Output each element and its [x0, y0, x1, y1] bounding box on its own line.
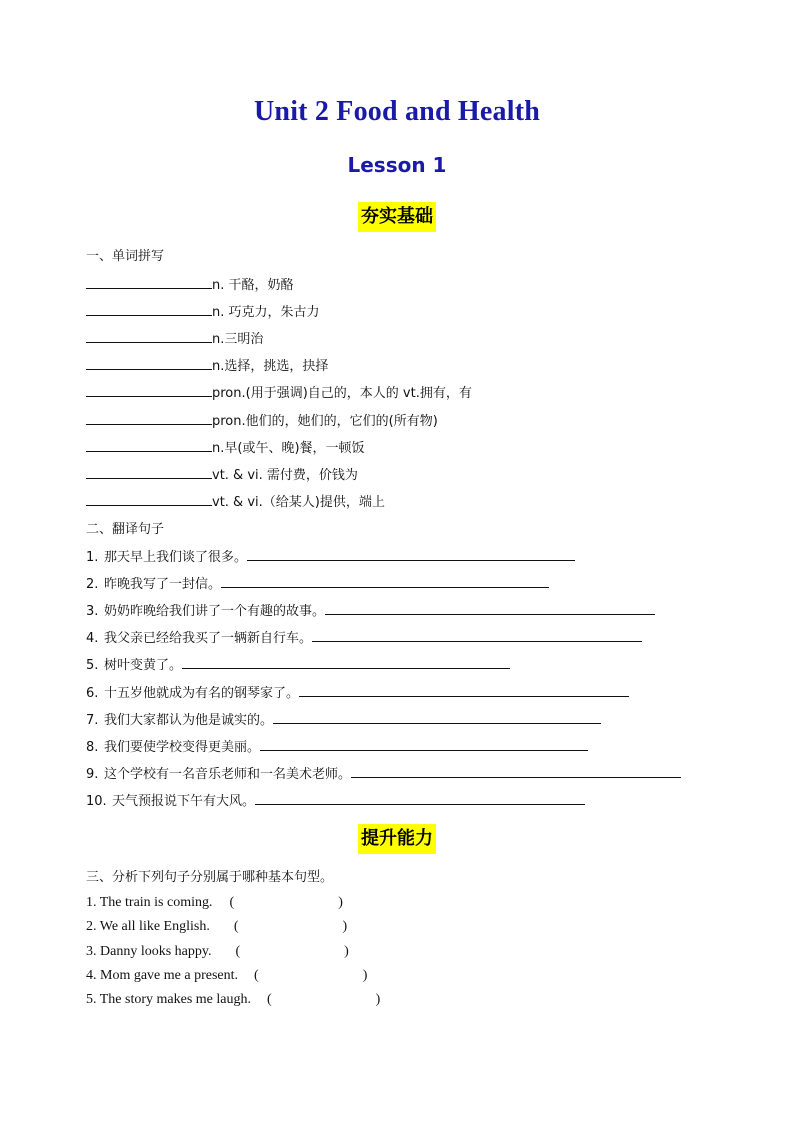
vocab-definition: pron.他们的，她们的，它们的(所有物): [212, 414, 438, 429]
translation-prompt: 天气预报说下午有大风。: [112, 794, 256, 809]
translation-item: [86, 684, 629, 703]
vocab-item: [86, 384, 472, 403]
sentence-text: Mom gave me a present.: [100, 968, 239, 983]
vocab-item: [86, 412, 438, 431]
translation-prompt: 这个学校有一名音乐老师和一名美术老师。: [104, 767, 352, 782]
item-number: 10.: [86, 794, 107, 809]
vocab-definition: n. 巧克力，朱古力: [212, 305, 320, 320]
sentence-text: The train is coming.: [99, 895, 213, 910]
item-number: 1.: [86, 895, 97, 910]
vocab-definition: pron.(用于强调)自己的，本人的 vt.拥有，有: [212, 386, 472, 401]
vocab-item: [86, 330, 263, 349]
item-number: 8.: [86, 740, 99, 755]
translation-prompt: 我们大家都认为他是诚实的。: [104, 713, 274, 728]
section-basic-banner: [0, 202, 794, 232]
item-number: 3.: [86, 604, 99, 619]
sentence-text: The story makes me laugh.: [99, 992, 251, 1007]
section-basic-label: 夯实基础: [358, 202, 436, 232]
vocab-definition: n. 干酪，奶酪: [212, 278, 294, 293]
sentence-item: [86, 967, 367, 985]
translation-prompt: 奶奶昨晚给我们讲了一个有趣的故事。: [104, 604, 326, 619]
answer-blank[interactable]: [325, 602, 655, 615]
answer-blank[interactable]: [273, 711, 601, 724]
answer-blank[interactable]: [86, 384, 212, 397]
item-number: 7.: [86, 713, 99, 728]
vocab-definition: n.选择，挑选，抉择: [212, 359, 329, 374]
translation-item: [86, 792, 585, 811]
answer-blank[interactable]: [86, 466, 212, 479]
section-improve-label: 提升能力: [358, 824, 436, 854]
answer-parentheses[interactable]: ( ): [233, 919, 348, 934]
vocab-definition: vt. & vi. 需付费，价钱为: [212, 468, 358, 483]
item-number: 3.: [86, 944, 97, 959]
sentence-text: We all like English.: [99, 919, 210, 934]
answer-blank[interactable]: [312, 629, 642, 642]
translation-prompt: 十五岁他就成为有名的钢琴家了。: [104, 686, 300, 701]
vocab-item: [86, 303, 320, 322]
translation-item: [86, 711, 601, 730]
page-title: Unit 2 Food and Health: [254, 96, 540, 127]
answer-blank[interactable]: [299, 684, 629, 697]
translation-prompt: 我们要使学校变得更美丽。: [104, 740, 261, 755]
answer-blank[interactable]: [351, 765, 681, 778]
sentence-item: [86, 894, 343, 912]
answer-blank[interactable]: [255, 792, 585, 805]
vocab-item: [86, 357, 328, 376]
vocab-item: [86, 466, 358, 485]
answer-blank[interactable]: [86, 412, 212, 425]
answer-blank[interactable]: [260, 738, 588, 751]
item-number: 5.: [86, 658, 99, 673]
lesson-subtitle: Lesson 1: [347, 153, 447, 177]
answer-parentheses[interactable]: ( ): [229, 895, 343, 910]
translation-item: [86, 738, 588, 757]
part1-heading: 一、单词拼写: [86, 249, 165, 264]
translation-item: [86, 548, 575, 567]
answer-blank[interactable]: [182, 656, 510, 669]
sentence-item: [86, 943, 349, 961]
answer-blank[interactable]: [86, 439, 212, 452]
vocab-item: [86, 439, 365, 458]
translation-prompt: 那天早上我们谈了很多。: [104, 550, 248, 565]
translation-prompt: 树叶变黄了。: [104, 658, 183, 673]
answer-blank[interactable]: [86, 276, 212, 289]
translation-item: [86, 629, 642, 648]
vocab-definition: n.三明治: [212, 332, 264, 347]
translation-item: [86, 602, 655, 621]
vocab-definition: n.早(或午、晚)餐，一顿饭: [212, 441, 365, 456]
translation-prompt: 我父亲已经给我买了一辆新自行车。: [104, 631, 313, 646]
part3-heading: 三、分析下列句子分别属于哪种基本句型。: [86, 870, 334, 885]
sentence-text: Danny looks happy.: [100, 944, 212, 959]
item-number: 4.: [86, 968, 97, 983]
translation-item: [86, 575, 549, 594]
translation-item: [86, 765, 681, 784]
answer-parentheses[interactable]: ( ): [235, 944, 349, 959]
item-number: 9.: [86, 767, 99, 782]
translation-prompt: 昨晚我写了一封信。: [104, 577, 222, 592]
vocab-item: [86, 493, 385, 512]
answer-parentheses[interactable]: ( ): [254, 968, 368, 983]
answer-blank[interactable]: [247, 548, 575, 561]
item-number: 5.: [86, 992, 97, 1007]
vocab-definition: vt. & vi.（给某人)提供，端上: [212, 495, 385, 510]
item-number: 2.: [86, 919, 97, 934]
answer-blank[interactable]: [221, 575, 549, 588]
answer-parentheses[interactable]: ( ): [267, 992, 381, 1007]
section-improve-banner: [0, 824, 794, 854]
answer-blank[interactable]: [86, 330, 212, 343]
answer-blank[interactable]: [86, 303, 212, 316]
sentence-item: [86, 918, 347, 936]
sentence-item: [86, 991, 380, 1009]
translation-item: [86, 656, 510, 675]
item-number: 6.: [86, 686, 99, 701]
answer-blank[interactable]: [86, 493, 212, 506]
part2-heading: 二、翻译句子: [86, 522, 165, 537]
item-number: 1.: [86, 550, 99, 565]
item-number: 2.: [86, 577, 99, 592]
item-number: 4.: [86, 631, 99, 646]
answer-blank[interactable]: [86, 357, 212, 370]
vocab-item: [86, 276, 294, 295]
